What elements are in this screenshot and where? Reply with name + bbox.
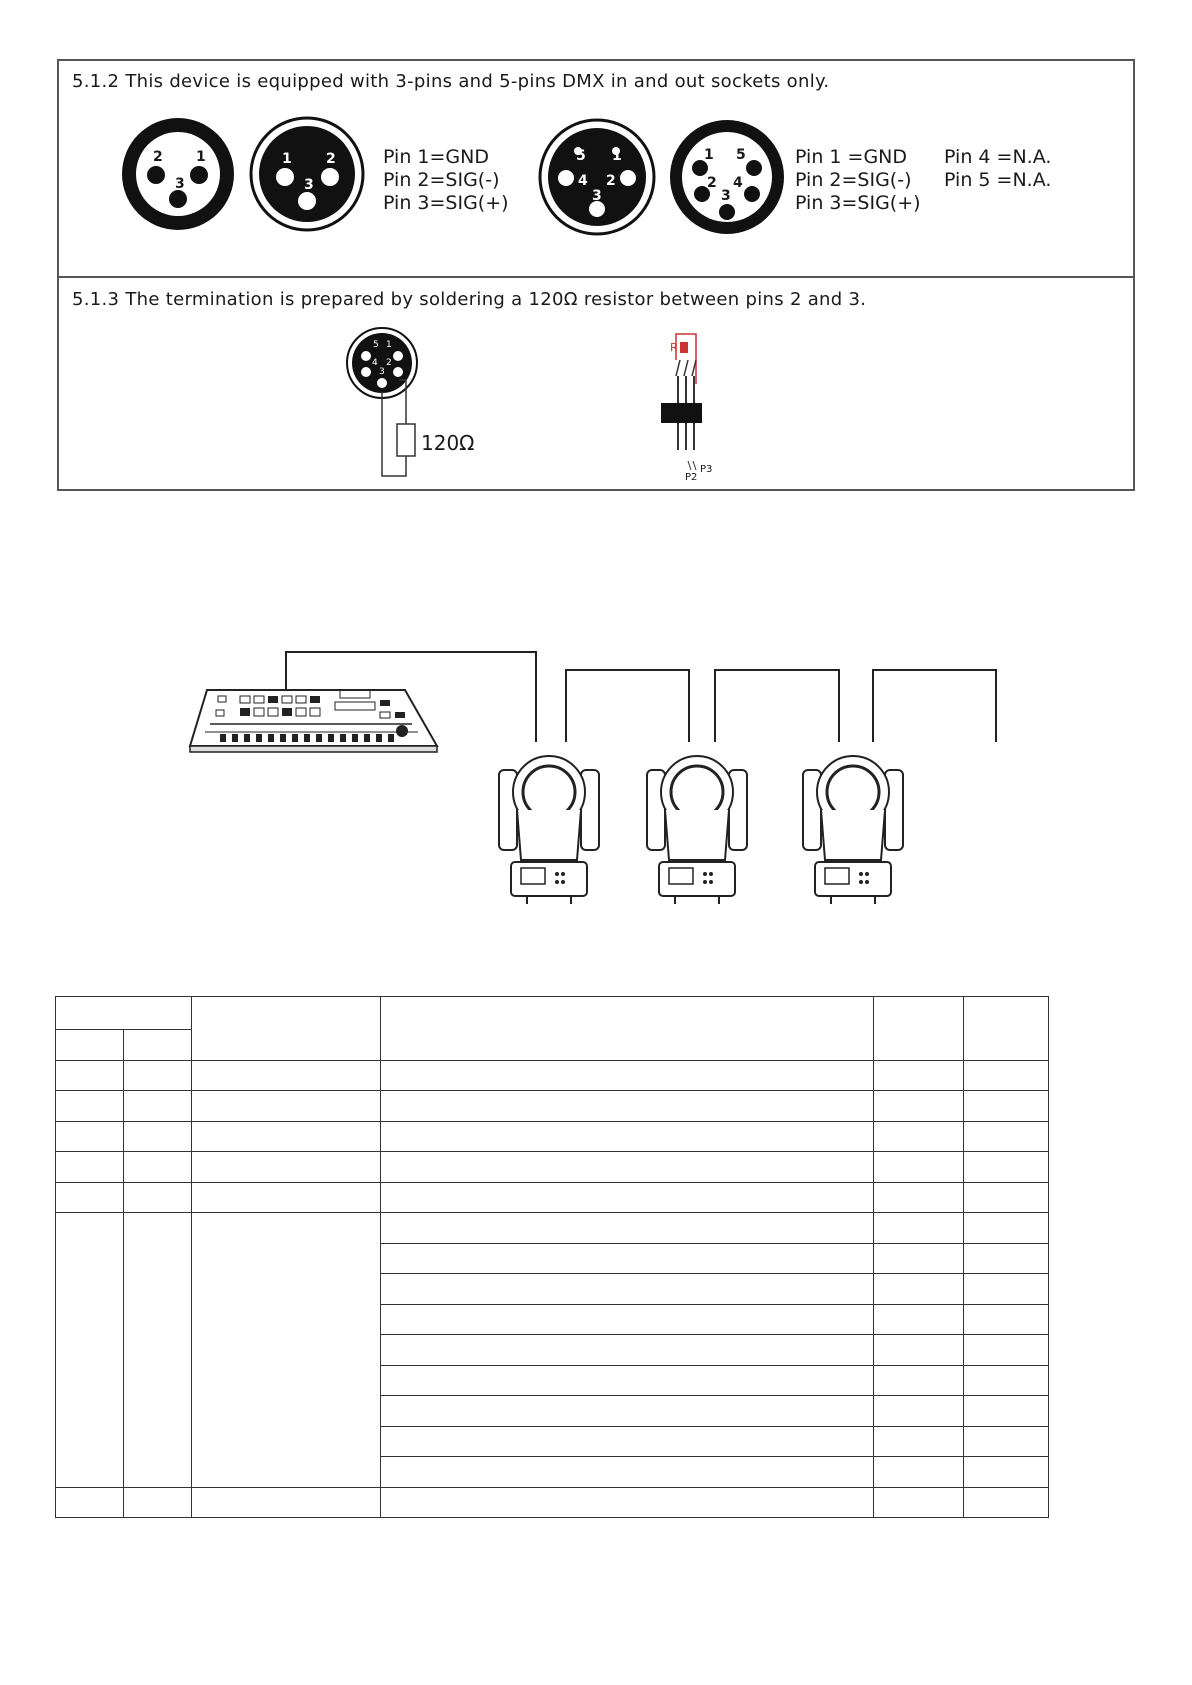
table-header-cell [874, 997, 964, 1061]
pin-p2-label: P2 [685, 472, 698, 483]
xlr5-male-pin-number: 1 [704, 147, 714, 163]
xlr5-pin-label: Pin 1 =GND [795, 146, 908, 168]
resistor-r-label: R [670, 341, 678, 354]
termination-pin-number: 2 [386, 358, 392, 368]
dmx-channel-table [55, 996, 1049, 1518]
table-row [56, 1213, 1049, 1244]
table-header-cell [124, 1030, 192, 1061]
termination-pin-number: 1 [386, 340, 392, 350]
section-5-1-2-heading: 5.1.2 This device is equipped with 3-pins and 5-pins DMX in and out sockets only. [72, 71, 830, 92]
moving-head-fixture-3 [803, 756, 903, 904]
resistor-value-label: 120Ω [421, 431, 475, 455]
xlr5-male-pin-number: 4 [733, 175, 743, 191]
xlr5-pin-label: Pin 5 =N.A. [944, 169, 1052, 191]
table-row [56, 1152, 1049, 1183]
termination-pin-number: 3 [379, 367, 385, 377]
xlr5-pin-label: Pin 4 =N.A. [944, 146, 1052, 168]
table-row [56, 1182, 1049, 1213]
cable-fixture-2-to-3 [715, 670, 839, 742]
cable-fixture-1-to-2 [566, 670, 689, 742]
xlr3-pin-label: Pin 3=SIG(+) [383, 192, 509, 214]
xlr3-male-pin-number: 1 [282, 151, 292, 167]
xlr5-female-pin-number: 4 [578, 173, 588, 189]
xlr5-female-pin-number: 2 [606, 173, 616, 189]
xlr3-female-pin-number: 2 [153, 149, 163, 165]
xlr3-pin-label: Pin 1=GND [383, 146, 489, 168]
termination-pin-number: 5 [373, 340, 379, 350]
table-header-cell [56, 997, 192, 1030]
moving-head-fixture-1 [499, 756, 599, 904]
table-row [56, 1487, 1049, 1518]
xlr3-female-pin-number: 1 [196, 149, 206, 165]
table-row [56, 1121, 1049, 1152]
table-header-cell [381, 997, 874, 1061]
xlr5-male-pin-number: 3 [721, 188, 731, 204]
table-header-cell [964, 997, 1049, 1061]
table-row [56, 1060, 1049, 1091]
table-merged-cell [192, 1213, 381, 1488]
moving-head-fixture-2 [647, 756, 747, 904]
xlr5-male-pin-number: 2 [707, 175, 717, 191]
pin-p3-label: P3 [700, 464, 713, 475]
xlr3-pin-label: Pin 2=SIG(-) [383, 169, 500, 191]
table-header-cell [192, 997, 381, 1061]
table-header-row [56, 997, 1049, 1030]
termination-pin-number: 4 [372, 358, 378, 368]
table-merged-cell [56, 1213, 124, 1488]
cable-fixture-3-out [873, 670, 996, 742]
xlr5-male-pin-number: 5 [736, 147, 746, 163]
dmx-controller-console [190, 690, 437, 752]
xlr3-male-pin-number: 3 [304, 177, 314, 193]
xlr5-female-pin-number: 5 [576, 148, 586, 164]
xlr5-pin-label: Pin 2=SIG(-) [795, 169, 912, 191]
xlr5-pin-label: Pin 3=SIG(+) [795, 192, 921, 214]
table-header-cell [56, 1030, 124, 1061]
table-merged-cell [124, 1213, 192, 1488]
table-row [56, 1091, 1049, 1122]
section-5-1-3-heading: 5.1.3 The termination is prepared by soldering a 120Ω resistor between pins 2 and 3. [72, 289, 867, 310]
xlr3-female-pin-number: 3 [175, 176, 185, 192]
xlr5-female-pin-number: 3 [592, 188, 602, 204]
xlr5-female-pin-number: 1 [612, 148, 622, 164]
xlr3-male-pin-number: 2 [326, 151, 336, 167]
